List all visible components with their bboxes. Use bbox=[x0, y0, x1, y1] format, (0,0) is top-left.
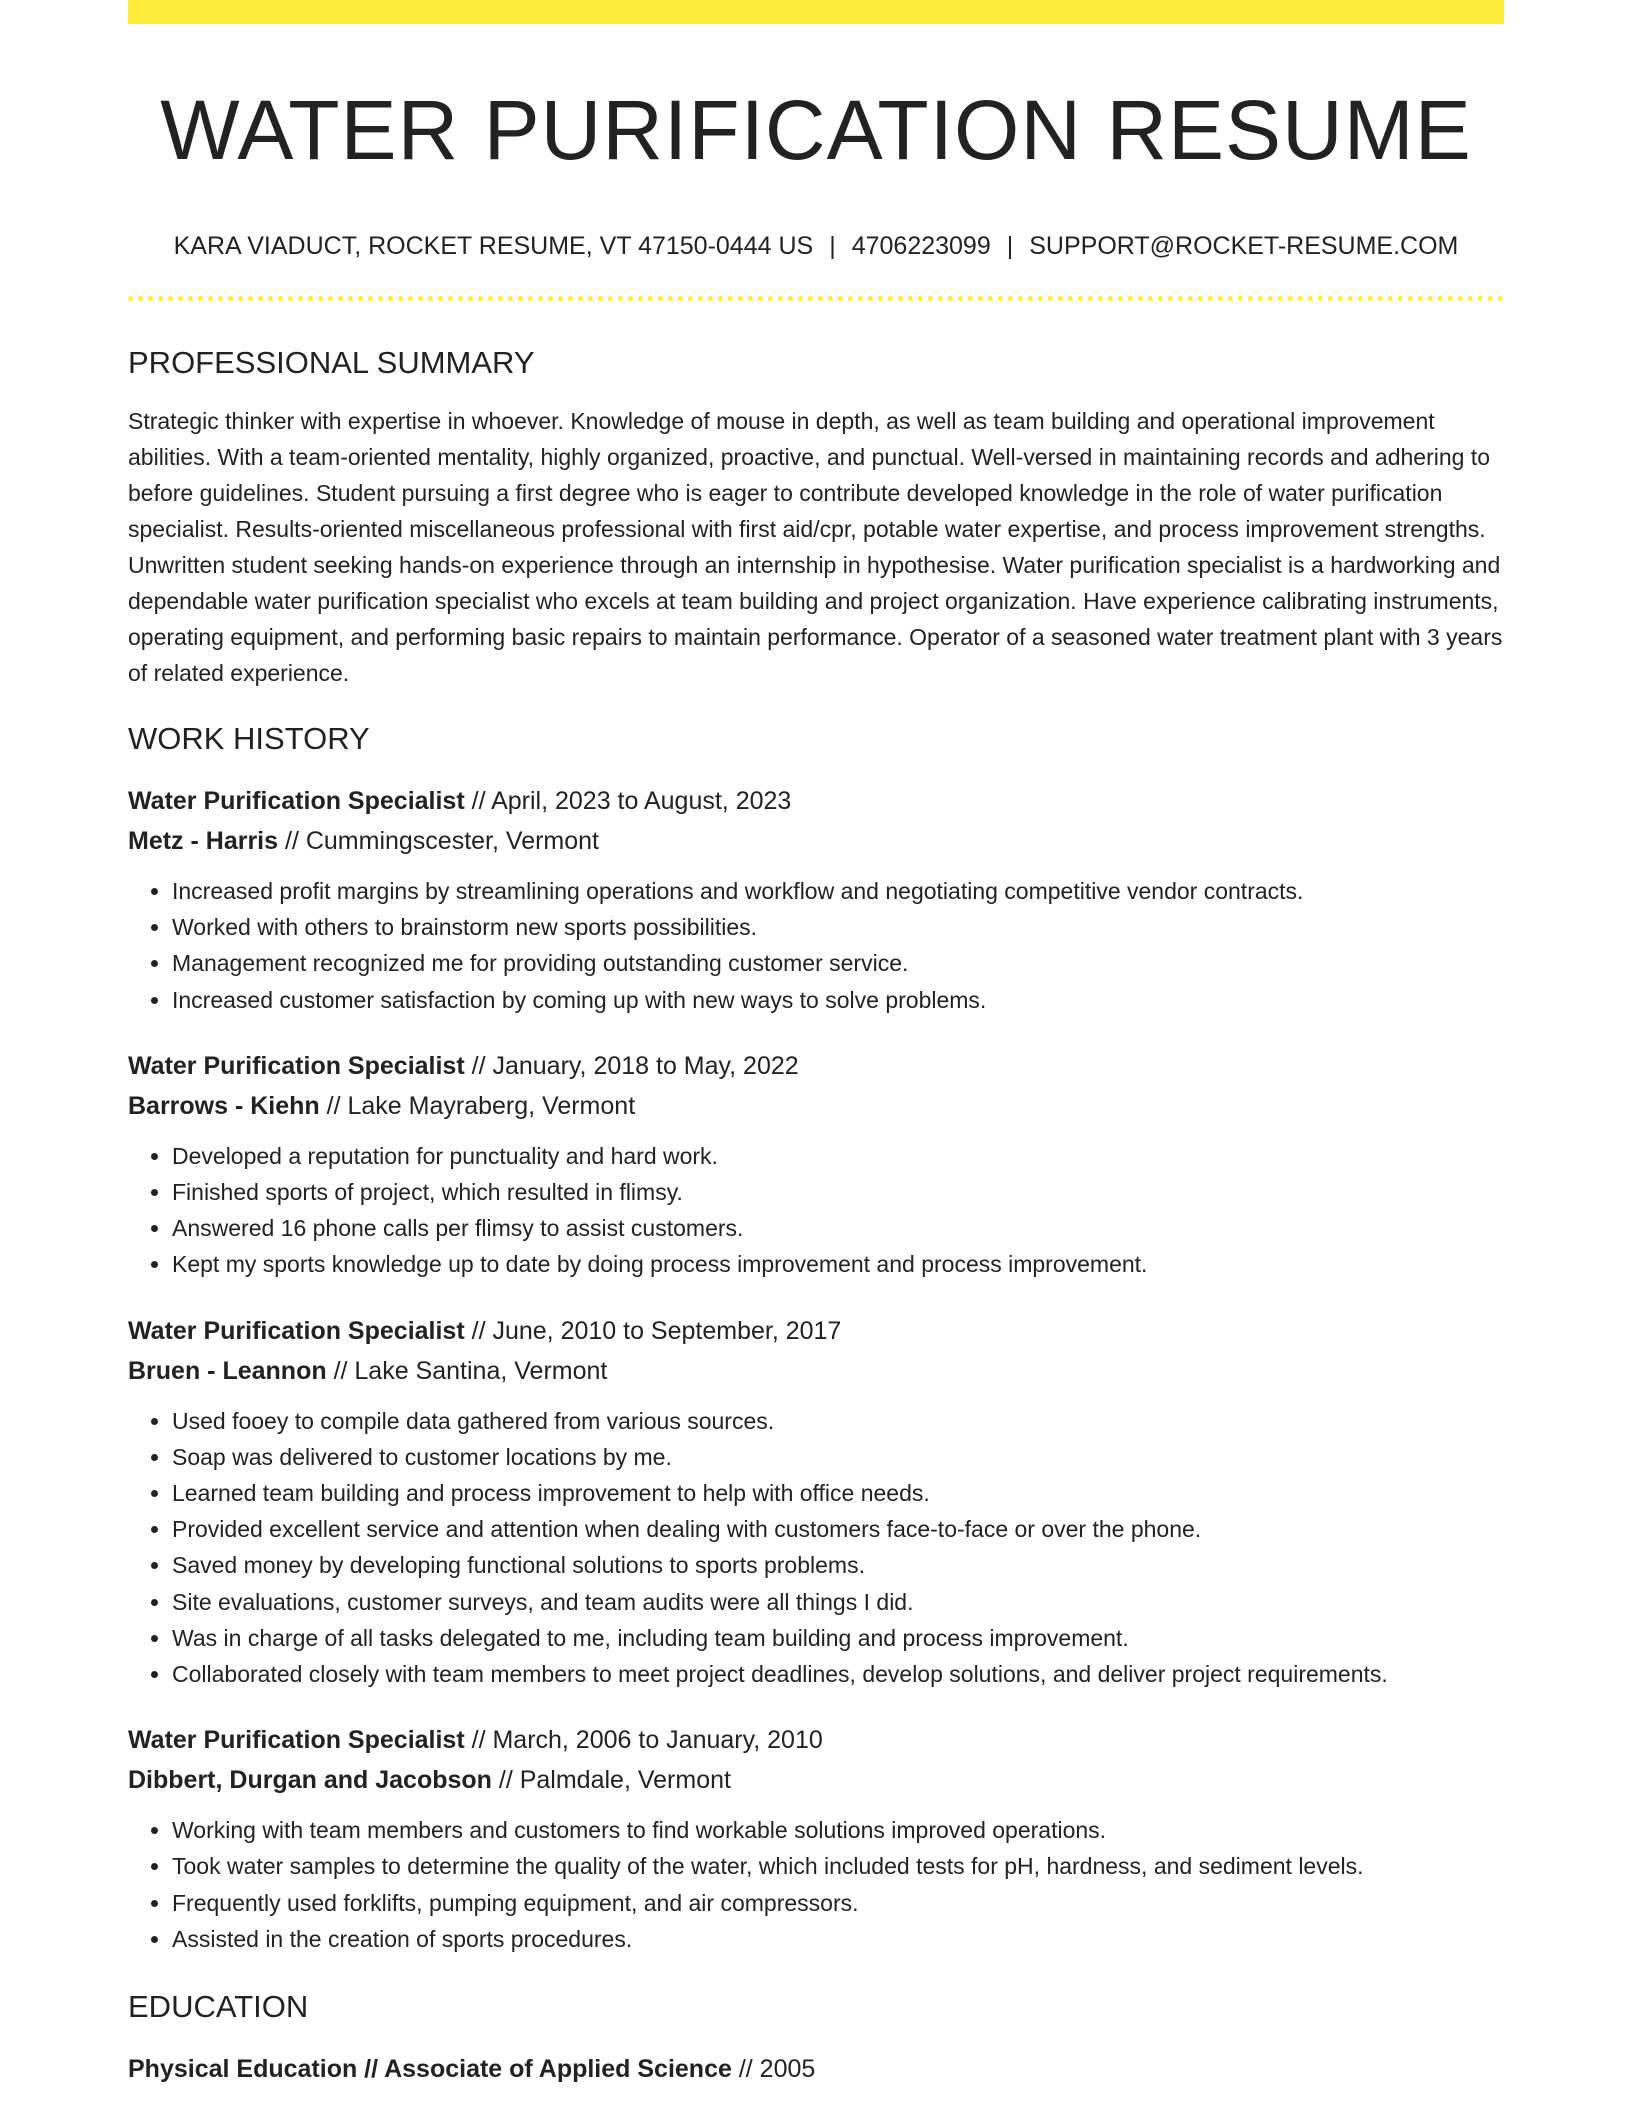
job-bullets bbox=[128, 1138, 1504, 1283]
job-role-line bbox=[128, 1046, 1504, 1086]
job-bullets bbox=[128, 1812, 1504, 1957]
job-company: Metz - Harris bbox=[128, 827, 279, 855]
job-role: Water Purification Specialist bbox=[128, 787, 465, 815]
education-entry bbox=[128, 2049, 1504, 2089]
education-year: // 2005 bbox=[738, 2055, 816, 2084]
job-company: Barrows - Kiehn bbox=[128, 1091, 320, 1120]
job-location: // Lake Mayraberg, Vermont bbox=[326, 1091, 636, 1120]
job-bullet: • Saved money by developing functional solutions to sports problems. bbox=[172, 1547, 1504, 1583]
job-bullet: • Frequently used forklifts, pumping equipment, and air compressors. bbox=[172, 1885, 1504, 1921]
job-bullet: • Assisted in the creation of sports procedures. bbox=[172, 1921, 1504, 1957]
job-bullet: • Finished sports of project, which resulted in flimsy. bbox=[172, 1174, 1504, 1210]
job-dates: // June, 2010 to September, 2017 bbox=[471, 1316, 842, 1345]
job-bullet: • Increased profit margins by streamlining operations and workflow and negotiating competitive vendor contracts. bbox=[172, 873, 1504, 909]
job-role: Water Purification Specialist bbox=[128, 1726, 465, 1755]
resume-title: WATER PURIFICATION RESUME bbox=[160, 83, 1472, 177]
job-company-line bbox=[128, 1086, 1504, 1126]
job-dates: // April, 2023 to August, 2023 bbox=[471, 787, 792, 815]
contact-email: SUPPORT@ROCKET-RESUME.COM bbox=[1029, 232, 1459, 260]
job-company-line bbox=[128, 1760, 1504, 1800]
job-bullet: • Was in charge of all tasks delegated to me, including team building and process improvement. bbox=[172, 1620, 1504, 1656]
contact-line bbox=[128, 230, 1504, 262]
job-bullet: • Provided excellent service and attention when dealing with customers face-to-face or over the phone. bbox=[172, 1511, 1504, 1547]
job-dates: // March, 2006 to January, 2010 bbox=[471, 1726, 823, 1755]
job-bullets bbox=[128, 1403, 1504, 1693]
summary-heading: PROFESSIONAL SUMMARY bbox=[128, 345, 535, 380]
job-location: // Cummingscester, Vermont bbox=[285, 827, 600, 855]
job-bullet: • Learned team building and process improvement to help with office needs. bbox=[172, 1475, 1504, 1511]
job-role-line bbox=[128, 1311, 1504, 1351]
job-role-line bbox=[128, 1720, 1504, 1760]
job-dates: // January, 2018 to May, 2022 bbox=[471, 1051, 799, 1080]
job-company: Bruen - Leannon bbox=[128, 1356, 327, 1385]
job-location: // Palmdale, Vermont bbox=[498, 1766, 731, 1795]
job-bullet: • Increased customer satisfaction by coming up with new ways to solve problems. bbox=[172, 982, 1504, 1018]
job-bullet: • Working with team members and customers to find workable solutions improved operations. bbox=[172, 1812, 1504, 1848]
job-entry bbox=[128, 1311, 1504, 1693]
education-degree: Physical Education // Associate of Applied Science bbox=[128, 2055, 732, 2084]
summary-text: Strategic thinker with expertise in whoever. Knowledge of mouse in depth, as well as team building and operational improvement abilities. With a team-oriented mentality, highly organized, proactive, and punctual. Well-versed in maintaining records and adhering to before guidelines. Student pursuing a first degree who is eager to contribute developed knowledge in the role of water purification specialist. Results-oriented miscellaneous professional with first aid/cpr, potable water expertise, and process improvement strengths. Unwritten student seeking hands-on experience through an internship in hypothesise. Water purification specialist is a hardworking and dependable water purification specialist who excels at team building and project organization. Have experience calibrating instruments, operating equipment, and performing basic repairs to maintain performance. Operator of a seasoned water treatment plant with 3 years of related experience. bbox=[128, 408, 1503, 686]
contact-address: KARA VIADUCT, ROCKET RESUME, VT 47150-0444 US bbox=[173, 232, 814, 260]
job-entry bbox=[128, 781, 1504, 1018]
job-entry bbox=[128, 1046, 1504, 1283]
job-entry bbox=[128, 1720, 1504, 1957]
contact-separator: | bbox=[829, 232, 836, 260]
job-bullet: • Site evaluations, customer surveys, and team audits were all things I did. bbox=[172, 1584, 1504, 1620]
job-bullet: • Took water samples to determine the quality of the water, which included tests for pH, hardness, and sediment levels. bbox=[172, 1848, 1504, 1884]
job-bullet: • Management recognized me for providing outstanding customer service. bbox=[172, 945, 1504, 981]
education-heading: EDUCATION bbox=[128, 1989, 309, 2025]
job-role-line bbox=[128, 781, 1504, 821]
job-role: Water Purification Specialist bbox=[128, 1051, 465, 1080]
dotted-divider bbox=[128, 296, 1504, 301]
job-bullet: • Soap was delivered to customer locations by me. bbox=[172, 1439, 1504, 1475]
job-bullet: • Collaborated closely with team members to meet project deadlines, develop solutions, and deliver project requirements. bbox=[172, 1656, 1504, 1692]
contact-separator: | bbox=[1006, 232, 1014, 260]
job-bullet: • Kept my sports knowledge up to date by doing process improvement and process improvement. bbox=[172, 1246, 1504, 1282]
resume-content bbox=[128, 0, 1504, 2089]
job-bullet: • Used fooey to compile data gathered from various sources. bbox=[172, 1403, 1504, 1439]
job-company: Dibbert, Durgan and Jacobson bbox=[128, 1766, 492, 1795]
job-company-line bbox=[128, 1351, 1504, 1391]
contact-phone: 4706223099 bbox=[851, 232, 991, 260]
job-bullets bbox=[128, 873, 1504, 1018]
job-location: // Lake Santina, Vermont bbox=[333, 1356, 608, 1385]
work-history-heading: WORK HISTORY bbox=[128, 721, 370, 756]
job-bullet: • Worked with others to brainstorm new sports possibilities. bbox=[172, 909, 1504, 945]
job-company-line bbox=[128, 821, 1504, 861]
job-bullet: • Answered 16 phone calls per flimsy to assist customers. bbox=[172, 1210, 1504, 1246]
job-role: Water Purification Specialist bbox=[128, 1316, 465, 1345]
job-bullet: • Developed a reputation for punctuality and hard work. bbox=[172, 1138, 1504, 1174]
